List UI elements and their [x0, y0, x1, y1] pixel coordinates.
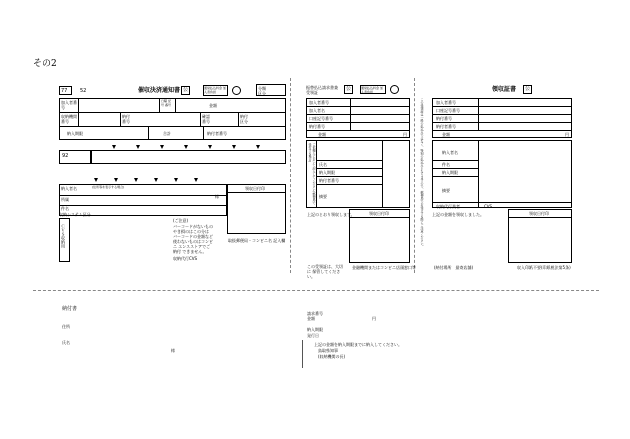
logo-mark	[232, 86, 241, 95]
collector-label: 収納代行CVS	[173, 256, 198, 261]
middle-receipt-stamp-label: 領収日付印	[369, 211, 389, 216]
right-subject: 件名	[442, 162, 450, 167]
page-label: その2	[33, 59, 57, 69]
right-receipt-stamp-label: 領収日付印	[529, 211, 549, 216]
notice-info-text: 通常払込料金 加入者負担	[204, 86, 226, 94]
middle-vertical-note: ご依頼人において記入してください(郵便局で受付する場合)	[308, 143, 316, 205]
marker-arrow	[208, 145, 212, 149]
amount-label: 金額	[209, 103, 217, 108]
middle-footer-note: この受領証は、大切に 保管してください。	[307, 264, 343, 279]
bottom-name-label: 氏名	[62, 340, 70, 345]
right-confirm: 納付者番号	[436, 124, 456, 129]
bottom-invoice-no: 請求番号	[307, 311, 323, 316]
bottom-note: 取扱郵便局・コンビニ名 記入欄	[228, 238, 286, 243]
date-label: 日曜 記号 番号	[161, 99, 171, 107]
marker-arrow	[194, 178, 198, 182]
system-label: 収納システム区分	[59, 212, 91, 217]
bottom-bank: (収納機関の長)	[318, 354, 346, 359]
marker-arrow	[136, 145, 140, 149]
total-label: 合計	[163, 131, 171, 136]
middle-name: 氏名	[319, 162, 327, 167]
right-footer-right: 収入印紙不要(印紙税法第5条)	[517, 265, 571, 270]
barcode-box	[91, 150, 286, 164]
bottom-office: 鳥取県知事	[318, 348, 338, 353]
pay-cat-label: 納付区分	[240, 114, 248, 124]
marker-arrow	[154, 178, 158, 182]
middle-stamp: 公	[345, 86, 351, 92]
marker-arrow	[174, 178, 178, 182]
middle-receipt-note: 上記のとおり領収します。	[307, 212, 355, 217]
right-receipt-note: 上記の金額を領収しました。	[432, 212, 484, 217]
middle-payee-name: 加入者名	[309, 108, 325, 113]
confirm-label: 確認番号	[202, 114, 210, 124]
marker-arrow	[184, 145, 188, 149]
cvs-vertical-label: ＣＶＳ収納用	[61, 224, 66, 248]
right-note: 摘要	[442, 188, 450, 193]
bottom-title: 納付書	[62, 306, 78, 312]
due-label: 納入期限	[67, 131, 83, 136]
marker-arrow	[256, 145, 260, 149]
right-due: 納入期限	[442, 170, 458, 175]
bottom-due: 納入期限	[307, 327, 323, 332]
bottom-issue: 発行日	[307, 333, 319, 338]
sub-number: 92	[62, 153, 69, 159]
middle-account: 口座記号番号	[309, 116, 333, 121]
bottom-address-label: 住所	[62, 324, 70, 329]
right-yen: 円	[565, 132, 569, 137]
bottom-yen: 円	[372, 316, 376, 321]
notice-receipt-stamp-label: 領収日付印	[245, 186, 265, 191]
book-label: 収納機関番号	[61, 114, 77, 124]
middle-pay-no: 納付番号	[309, 124, 325, 129]
right-amount: 金額	[442, 132, 450, 137]
payee-number-label: 加入者番号	[61, 100, 77, 110]
right-title: 領収証書	[492, 86, 517, 93]
middle-title: 振替払込請求書兼受領証	[306, 85, 338, 95]
addr-note: (住所等を表示する場合)	[92, 185, 125, 189]
doc-number: 77	[61, 88, 68, 94]
middle-payee-no: 加入者番号	[309, 100, 329, 105]
right-collector-label: 収納代行業者	[436, 204, 460, 209]
right-payee-no: 加入者番号	[436, 100, 456, 105]
dept-label: 所属	[61, 197, 69, 202]
right-footer-left: (納付場所 最寄店舗)	[434, 265, 474, 270]
right-vertical-note: この受領証は一般の払込みではなく、特別の払込みとなりますので、郵便局でお受けする際にご注意ください。	[420, 98, 424, 248]
perforation-line	[414, 78, 415, 273]
marker-arrow	[112, 145, 116, 149]
marker-arrow	[94, 178, 98, 182]
sama-label: 様	[215, 194, 219, 199]
payer-no-label: 納付者番号	[207, 131, 227, 136]
bottom-amount: 金額	[307, 316, 315, 321]
middle-logo-mark	[390, 85, 399, 94]
right-name: 納入者名	[442, 150, 458, 155]
middle-due: 納入期限	[319, 170, 335, 175]
bottom-message: 上記の金額を納入期限までに納入してください。	[314, 342, 402, 347]
subject-label: 件名	[61, 206, 69, 211]
bottom-sama: 様	[171, 348, 175, 353]
horizontal-perforation	[33, 290, 599, 291]
marker-arrow	[232, 145, 236, 149]
middle-yen: 円	[403, 132, 407, 137]
notice-stamp: 公	[182, 87, 188, 93]
middle-amount: 金額	[318, 132, 326, 137]
addr-label: 納入者名	[61, 186, 77, 191]
middle-payer-no: 納付者番号	[319, 178, 339, 183]
middle-footer-bank: 金融機関またはコンビニ店頭窓口等	[352, 265, 416, 270]
class-label: 分類 区分	[258, 86, 266, 96]
right-collector: CVS	[484, 204, 493, 209]
bottom-bracket	[302, 340, 303, 368]
pay-no-label: 納付番号	[122, 114, 130, 124]
marker-arrow	[114, 178, 118, 182]
right-account: 口座記号番号	[436, 108, 460, 113]
sequence-code: 52	[80, 88, 87, 94]
caution-title: (ご注意)	[173, 218, 189, 223]
marker-arrow	[160, 145, 164, 149]
perforation-line	[290, 78, 291, 273]
middle-note: 摘要	[319, 194, 327, 199]
marker-arrow	[134, 178, 138, 182]
notice-title: 催収決済通知書	[138, 87, 181, 94]
right-stamp: 公	[524, 86, 530, 92]
middle-info: 通常払込料金 加入者負担	[361, 86, 383, 94]
right-pay-no: 納付番号	[436, 116, 452, 121]
caution-text: バーコードがないもの やき損のはこの分は バーコードの金額など 使わないものはコンビニ エンスストアでご納付 できません。	[173, 224, 213, 254]
